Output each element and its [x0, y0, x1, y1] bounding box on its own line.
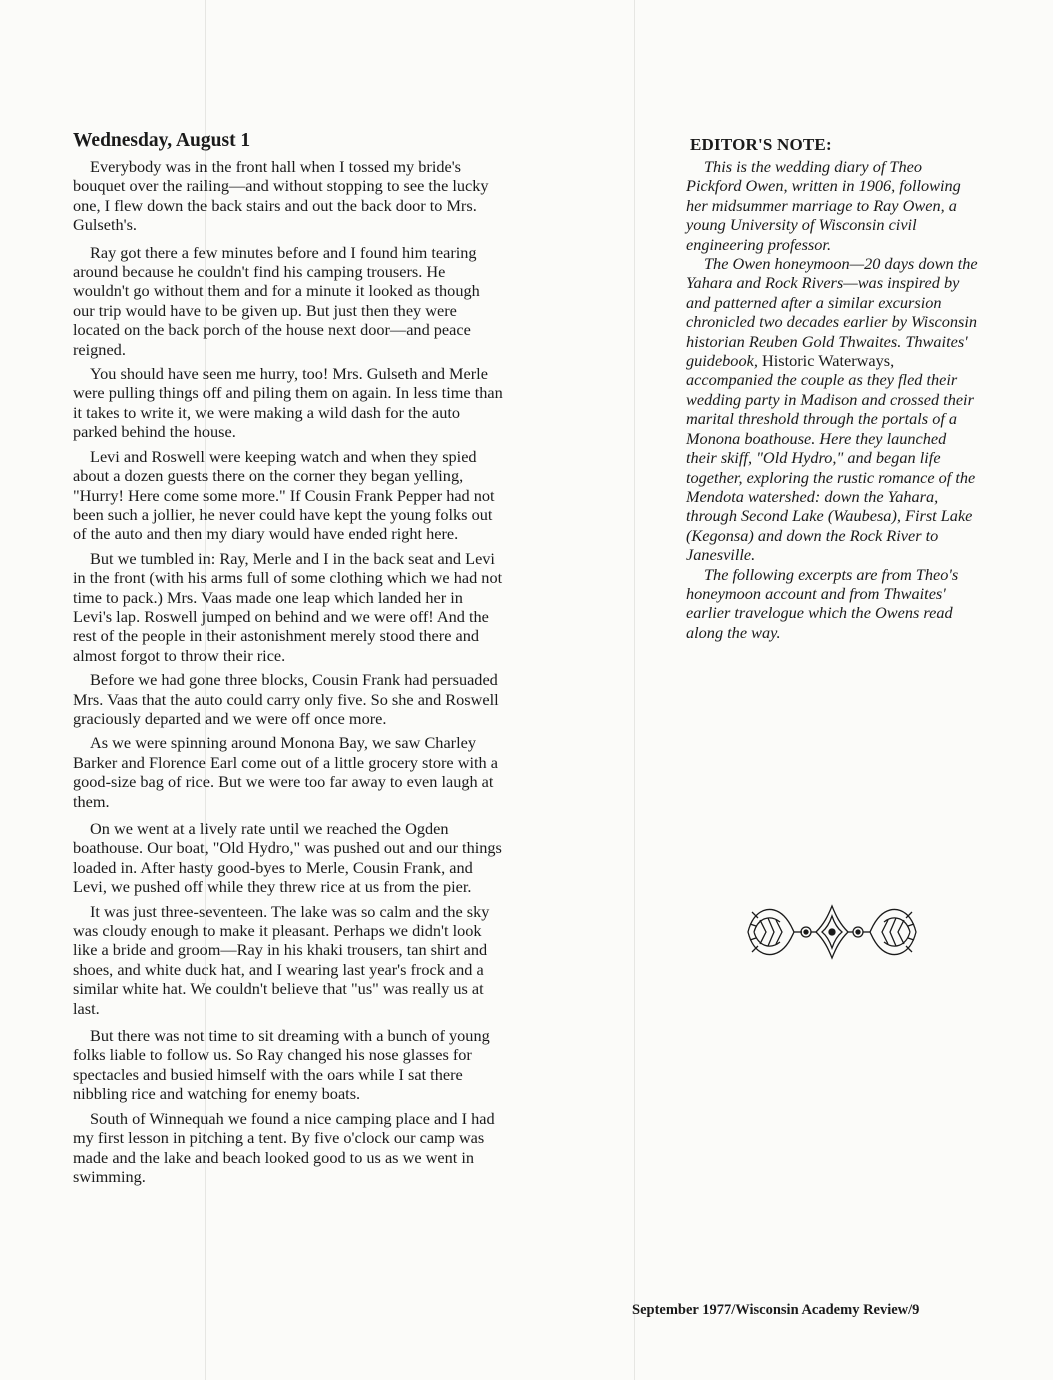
- editor-note: [686, 134, 978, 642]
- diary-paragraph: Everybody was in the front hall when I tossed my bride's bouquet over the railing—and without stopping to see the lucky one, I flew down the back stairs and out the back door to Mrs. Gulseth's.: [73, 157, 489, 235]
- diary-heading: Wednesday, August 1: [73, 130, 251, 151]
- diary-paragraph: It was just three-seventeen. The lake was so calm and the sky was cloudy enough to make it pleasant. Perhaps we didn't look like a bride and groom—Ray in his khaki trousers, tan shirt and shoes, and white duck hat, and I wearing last year's frock and a similar white hat. We couldn't believe that "us" was really us at last.: [73, 901, 490, 1018]
- diary-paragraph: On we went at a lively rate until we reached the Ogden boathouse. Our boat, "Old Hydro," was pushed out and our things loaded in. After hasty good-byes to Merle, Cousin Frank, and Levi, we pushed off while they threw rice at us from the pier.: [73, 819, 502, 897]
- editor-note-paragraph: This is the wedding diary of Theo Pickford Owen, written in 1906, following her midsummer marriage to Ray Owen, a young University of Wisconsin civil engineering professor.: [686, 157, 961, 254]
- book-title: Historic Waterways,: [761, 351, 895, 371]
- diary-paragraph: Before we had gone three blocks, Cousin Frank had persuaded Mrs. Vaas that the auto could carry only five. So she and Roswell graciously departed and we were off once more.: [73, 670, 499, 728]
- page-fold-line: [634, 0, 635, 1380]
- diary-paragraph: Ray got there a few minutes before and I found him tearing around because he couldn't find his camping trousers. He wouldn't go without them and for a minute it looked as though our trip would have to be given up. But just then they were located on the back porch of the house next door—and peace reigned.: [73, 242, 480, 359]
- editor-note-title: EDITOR'S NOTE:: [690, 135, 832, 154]
- diary-paragraph: You should have seen me hurry, too! Mrs. Gulseth and Merle were pulling things off and piling them on again. In less time than it takes to write it, we were making a wild dash for the auto parked behind the house.: [73, 364, 503, 442]
- diary-paragraph: But we tumbled in: Ray, Merle and I in the back seat and Levi in the front (with his arms full of some clothing which we had not time to pack.) Mrs. Vaas made one leap which landed her in Levi's lap. Roswell jumped on behind and we were off! And the rest of the people in their astonishment merely stood there and almost forgot to throw their rice.: [73, 548, 503, 665]
- editor-note-paragraph: The following excerpts are from Theo's honeymoon account and from Thwaites' earlier travelogue which the Owens read along the way.: [686, 564, 959, 642]
- diary-paragraph: But there was not time to sit dreaming with a bunch of young folks liable to follow us. So Ray changed his nose glasses for spectacles and busied himself with the oars while I sat there nibbling rice and watching for enemy boats.: [73, 1026, 490, 1104]
- editor-note-text: The Owen honeymoon—20 days down the Yahara and Rock Rivers—was inspired by and patterned after a similar excursion chronicled two decades earlier by Wisconsin historian Reuben Gold Thwaites. Thwaites' guidebook,: [686, 254, 978, 371]
- diary-column: [73, 128, 505, 1191]
- diary-paragraph: Levi and Roswell were keeping watch and when they spied about a dozen guests there on the corner they began yelling, "Hurry! Here come some more." If Cousin Frank Pepper had not been such a jollier, he never could have kept the young folks out of the auto and then my diary would have ended right here.: [73, 446, 495, 544]
- editor-note-text: accompanied the couple as they fled their wedding party in Madison and crossed their marital threshold through the portals of a Monona boathouse. Here they launched their skiff, "Old Hydro," and began life together, exploring the rustic romance of the Mendota watershed: down the Yahara, through Second Lake (Waubesa), First Lake (Kegonsa) and down the Rock River to Janesville.: [686, 370, 976, 565]
- page-footer: September 1977/Wisconsin Academy Review/9: [632, 1302, 920, 1318]
- editor-note-paragraph: [686, 254, 978, 565]
- diary-paragraph: As we were spinning around Monona Bay, we saw Charley Barker and Florence Earl come out of a little grocery store with a good-size bag of rice. But we were too far away to even laugh at them.: [73, 733, 498, 811]
- decorative-scroll-ornament-icon: [744, 898, 920, 966]
- diary-paragraph: South of Winnequah we found a nice camping place and I had my first lesson in pitching a tent. By five o'clock our camp was made and the lake and beach looked good to us as we went in swimming.: [73, 1108, 495, 1186]
